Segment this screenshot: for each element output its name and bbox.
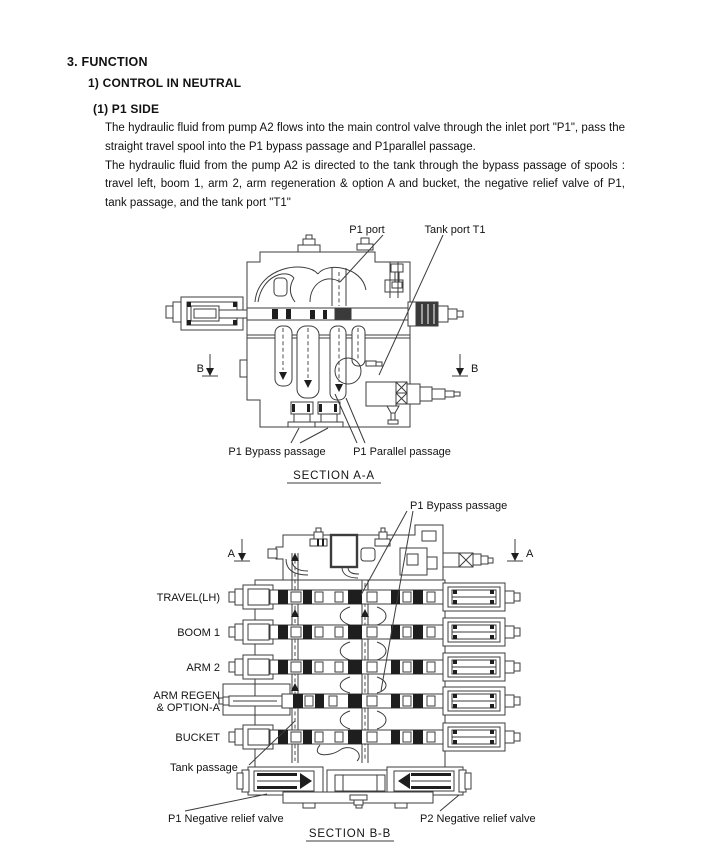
label-row-bucket: BUCKET [175, 732, 220, 744]
label-row-travel: TRAVEL(LH) [156, 592, 220, 604]
label-p2-relief: P2 Negative relief valve [420, 813, 536, 825]
section-arrow-icon [206, 368, 214, 376]
top-relief-valve [443, 553, 493, 567]
subsection-heading: 1) CONTROL IN NEUTRAL [88, 76, 242, 90]
caption-section-aa: SECTION A-A [293, 470, 375, 482]
section-marker-a-right [507, 539, 534, 561]
section-heading: 3. FUNCTION [67, 55, 148, 69]
caption-section-bb: SECTION B-B [308, 828, 392, 840]
label-tank-port: Tank port T1 [424, 224, 486, 236]
svg-text:A: A [227, 548, 235, 560]
section-marker-b-right [452, 354, 478, 376]
label-p1-port: P1 port [349, 224, 385, 236]
paragraph-2: The hydraulic fluid from the pump A2 is directed to the tank through the bypass passage of spools : travel left, boom 1, arm 2, arm regeneration & option A and bucket, the negative relief valve of P1, tank passage, and the tank port "T1" [105, 159, 625, 210]
valve-body-bb [219, 525, 520, 808]
section-aa-diagram [160, 222, 500, 484]
left-pilot-cap [166, 297, 247, 330]
label-tank-passage: Tank passage [170, 762, 238, 774]
leader-bypass [291, 428, 299, 443]
label-p1-bypass: P1 Bypass passage [228, 446, 326, 458]
svg-text:B: B [196, 363, 204, 375]
p2-negative-relief-valve [387, 767, 471, 795]
label-row-arm2: ARM 2 [186, 662, 220, 674]
paragraph-1: The hydraulic fluid from pump A2 flows into the main control valve through the inlet port "P1", pass the straight travel spool into the P1 bypass passage and P1parallel passage. [105, 122, 625, 153]
p1-negative-relief-valve [237, 767, 323, 795]
label-row-arm-regen: ARM REGEN [153, 690, 220, 702]
body-text [105, 119, 625, 213]
svg-text:A: A [526, 548, 534, 560]
label-p1-bypass: P1 Bypass passage [410, 500, 508, 512]
section-arrow-icon [238, 553, 246, 561]
section-marker-b-left [197, 354, 218, 376]
leader-bypass [300, 428, 328, 443]
svg-text:B: B [471, 363, 479, 375]
right-end-plug [408, 302, 463, 326]
section-marker-a-left [228, 539, 250, 561]
bottom-relief-section [237, 767, 471, 808]
label-p1-relief: P1 Negative relief valve [168, 813, 284, 825]
section-arrow-icon [511, 553, 519, 561]
valve-body-aa [166, 235, 463, 427]
leader-p2-relief [440, 795, 459, 811]
label-p1-parallel: P1 Parallel passage [353, 446, 451, 458]
section-bb-diagram [145, 495, 560, 846]
topic-heading: (1) P1 SIDE [93, 102, 160, 116]
leader-p1-relief [185, 794, 267, 811]
label-row-boom1: BOOM 1 [177, 627, 220, 639]
section-arrow-icon [456, 368, 464, 376]
label-row-option-a: & OPTION-A [156, 702, 220, 714]
